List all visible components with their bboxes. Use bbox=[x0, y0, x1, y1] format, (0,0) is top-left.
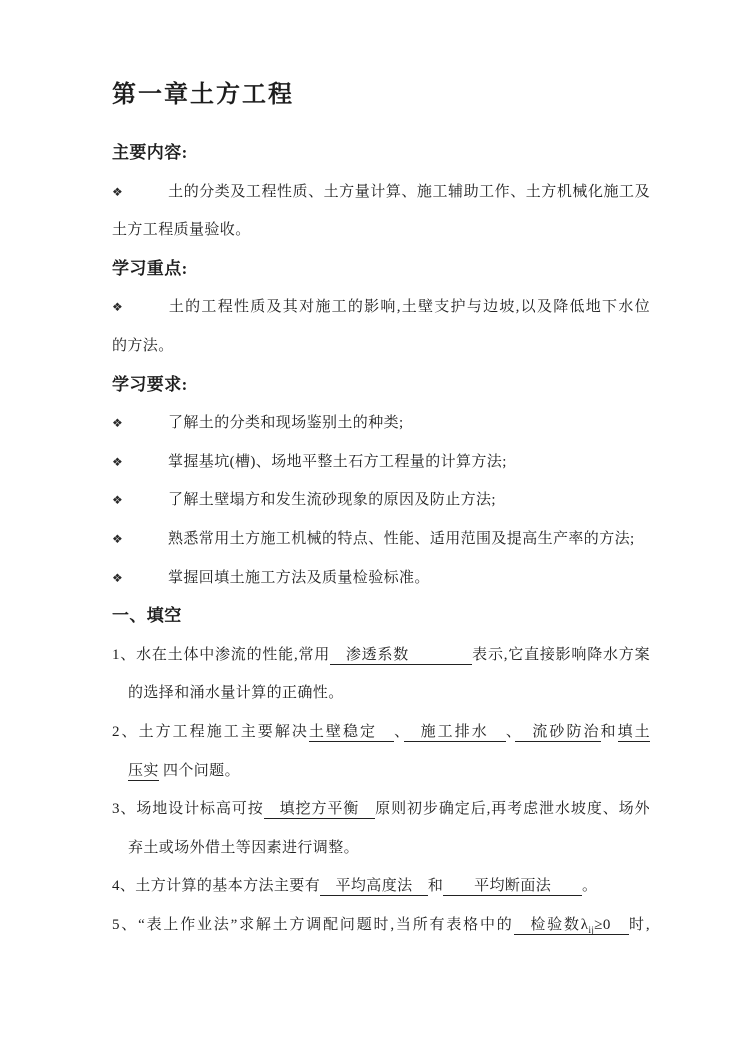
main-content-item-line-2: 土方工程质量验收。 bbox=[112, 222, 251, 239]
diamond-bullet-icon: ❖ bbox=[112, 416, 124, 431]
main-content-item-text: 土的分类及工程性质、土方量计算、施工辅助工作、土方机械化施工及 bbox=[168, 183, 650, 200]
key-points-item-text: 土的工程性质及其对施工的影响,土壁支护与边坡,以及降低地下水位 bbox=[168, 299, 650, 316]
requirement-item-2 bbox=[112, 443, 650, 482]
question-3-line-2: 弃土或场外借土等因素进行调整。 bbox=[128, 839, 360, 856]
key-points-item-line-1 bbox=[112, 288, 650, 327]
question-5-line-1: 5、“表上作业法”求解土方调配问题时,当所有表格中的 检验数$\lambda_{ij}\ge 0$ 时, bbox=[112, 916, 650, 935]
requirement-text: 熟悉常用土方施工机械的特点、性能、适用范围及提高生产率的方法; bbox=[168, 530, 635, 547]
requirement-text: 了解土的分类和现场鉴别土的种类; bbox=[168, 415, 404, 432]
question-4-line-1: 4、土方计算的基本方法主要有 平均高度法 和 平均断面法 。 bbox=[112, 878, 598, 895]
question-5 bbox=[112, 906, 650, 945]
requirement-item-5 bbox=[112, 559, 650, 598]
diamond-bullet-icon: ❖ bbox=[112, 454, 124, 469]
question-1 bbox=[112, 636, 650, 713]
diamond-bullet-icon: ❖ bbox=[112, 493, 124, 508]
question-1-line-1: 1、水在土体中渗流的性能,常用 渗透系数 表示,它直接影响降水方案 bbox=[112, 646, 650, 663]
section-heading-requirements: 学习要求: bbox=[112, 374, 188, 394]
diamond-bullet-icon: ❖ bbox=[112, 300, 124, 315]
question-3-line-1: 3、场地设计标高可按 填挖方平衡 原则初步确定后,再考虑泄水坡度、场外 bbox=[112, 801, 650, 818]
main-content-item-line-1 bbox=[112, 173, 650, 212]
diamond-bullet-icon: ❖ bbox=[112, 531, 124, 546]
requirement-text: 掌握基坑(槽)、场地平整土石方工程量的计算方法; bbox=[168, 453, 507, 470]
diamond-bullet-icon: ❖ bbox=[112, 570, 124, 585]
diamond-bullet-icon: ❖ bbox=[112, 184, 124, 199]
question-2-line-2: 压实 四个问题。 bbox=[128, 762, 240, 779]
requirement-item-1 bbox=[112, 404, 650, 443]
question-2-line-1: 2、土方工程施工主要解决土壁稳定 、 施工排水 、 流砂防治和填土 bbox=[112, 723, 651, 740]
question-3 bbox=[112, 790, 650, 867]
requirement-text: 掌握回填土施工方法及质量检验标准。 bbox=[168, 569, 430, 586]
section-heading-main-content: 主要内容: bbox=[112, 143, 188, 162]
question-2 bbox=[112, 713, 650, 790]
section-heading-key-points: 学习重点: bbox=[112, 258, 188, 278]
section-heading-fill-in-blank: 一、填空 bbox=[112, 606, 182, 626]
requirement-item-3 bbox=[112, 481, 650, 520]
requirement-item-4 bbox=[112, 520, 650, 559]
question-4 bbox=[112, 867, 650, 906]
chapter-title: 第一章土方工程 bbox=[112, 82, 294, 108]
key-points-item-line-2: 的方法。 bbox=[112, 337, 174, 354]
question-1-line-2: 的选择和涌水量计算的正确性。 bbox=[128, 685, 344, 702]
requirement-text: 了解土壁塌方和发生流砂现象的原因及防止方法; bbox=[168, 492, 496, 509]
